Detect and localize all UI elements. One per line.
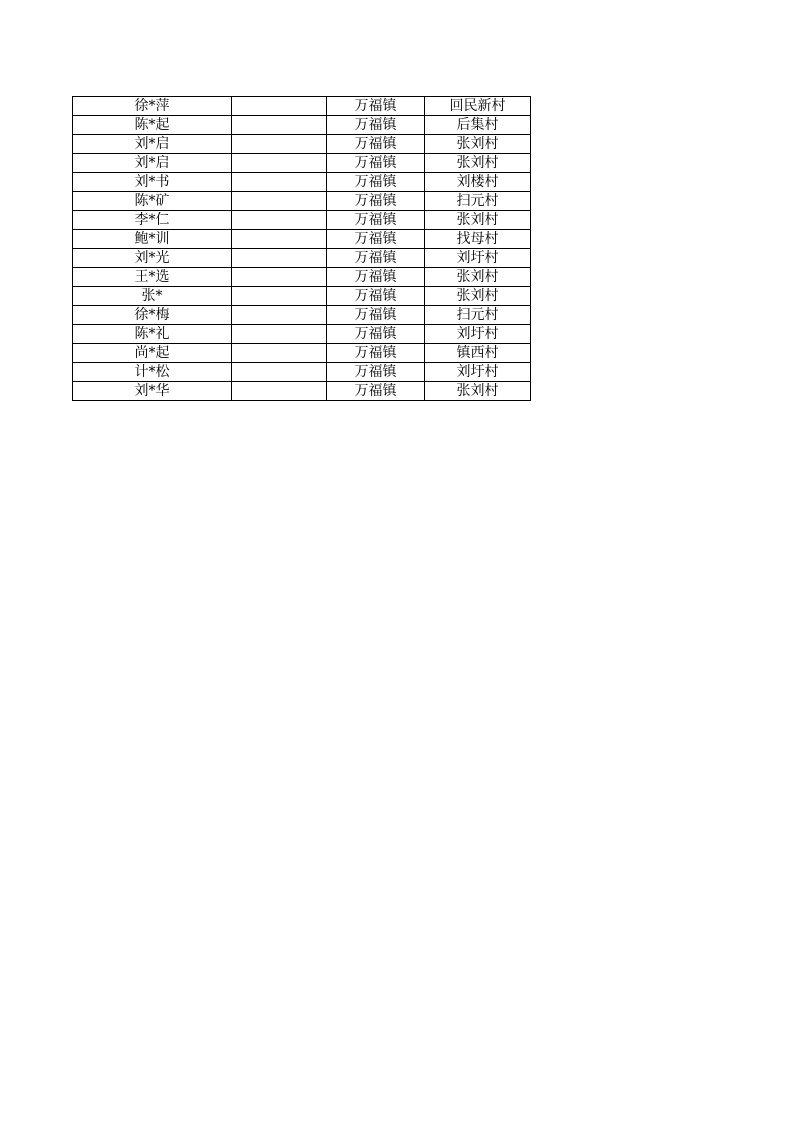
town-cell: 万福镇 [327,97,425,116]
name-cell: 鲍*训 [73,230,232,249]
table-row [73,306,531,325]
blank-cell [232,249,327,268]
village-cell: 刘圩村 [425,363,531,382]
village-cell: 张刘村 [425,268,531,287]
blank-cell [232,363,327,382]
table-row [73,211,531,230]
blank-cell [232,382,327,401]
table-row [73,382,531,401]
town-cell: 万福镇 [327,287,425,306]
blank-cell [232,287,327,306]
name-cell: 徐*萍 [73,97,232,116]
blank-cell [232,306,327,325]
blank-cell [232,116,327,135]
village-cell: 刘圩村 [425,325,531,344]
village-cell: 后集村 [425,116,531,135]
town-cell: 万福镇 [327,363,425,382]
village-cell: 刘楼村 [425,173,531,192]
name-cell: 王*选 [73,268,232,287]
town-cell: 万福镇 [327,211,425,230]
village-cell: 刘圩村 [425,249,531,268]
name-cell: 尚*起 [73,344,232,363]
blank-cell [232,325,327,344]
town-cell: 万福镇 [327,116,425,135]
table-row [73,230,531,249]
blank-cell [232,268,327,287]
town-cell: 万福镇 [327,230,425,249]
table-row [73,97,531,116]
name-cell: 陈*礼 [73,325,232,344]
blank-cell [232,230,327,249]
record-table [72,96,531,401]
town-cell: 万福镇 [327,249,425,268]
name-cell: 刘*华 [73,382,232,401]
blank-cell [232,97,327,116]
blank-cell [232,211,327,230]
village-cell: 扫元村 [425,192,531,211]
village-cell: 镇西村 [425,344,531,363]
name-cell: 陈*矿 [73,192,232,211]
table-row [73,325,531,344]
name-cell: 计*松 [73,363,232,382]
village-cell: 扫元村 [425,306,531,325]
table-row [73,135,531,154]
name-cell: 李*仁 [73,211,232,230]
name-cell: 徐*梅 [73,306,232,325]
blank-cell [232,344,327,363]
name-cell: 刘*书 [73,173,232,192]
town-cell: 万福镇 [327,268,425,287]
town-cell: 万福镇 [327,154,425,173]
table-row [73,249,531,268]
town-cell: 万福镇 [327,325,425,344]
blank-cell [232,135,327,154]
village-cell: 张刘村 [425,382,531,401]
blank-cell [232,173,327,192]
table-row [73,192,531,211]
village-cell: 张刘村 [425,287,531,306]
village-cell: 张刘村 [425,154,531,173]
name-cell: 张* [73,287,232,306]
village-cell: 找母村 [425,230,531,249]
table-row [73,287,531,306]
table-row [73,344,531,363]
table-row [73,173,531,192]
town-cell: 万福镇 [327,192,425,211]
blank-cell [232,154,327,173]
name-cell: 刘*光 [73,249,232,268]
table-row [73,116,531,135]
name-cell: 刘*启 [73,135,232,154]
name-cell: 刘*启 [73,154,232,173]
village-cell: 张刘村 [425,211,531,230]
village-cell: 张刘村 [425,135,531,154]
town-cell: 万福镇 [327,344,425,363]
town-cell: 万福镇 [327,306,425,325]
table-row [73,363,531,382]
town-cell: 万福镇 [327,135,425,154]
name-cell: 陈*起 [73,116,232,135]
blank-cell [232,192,327,211]
town-cell: 万福镇 [327,382,425,401]
record-table-body [73,97,531,401]
village-cell: 回民新村 [425,97,531,116]
table-row [73,268,531,287]
table-row [73,154,531,173]
town-cell: 万福镇 [327,173,425,192]
